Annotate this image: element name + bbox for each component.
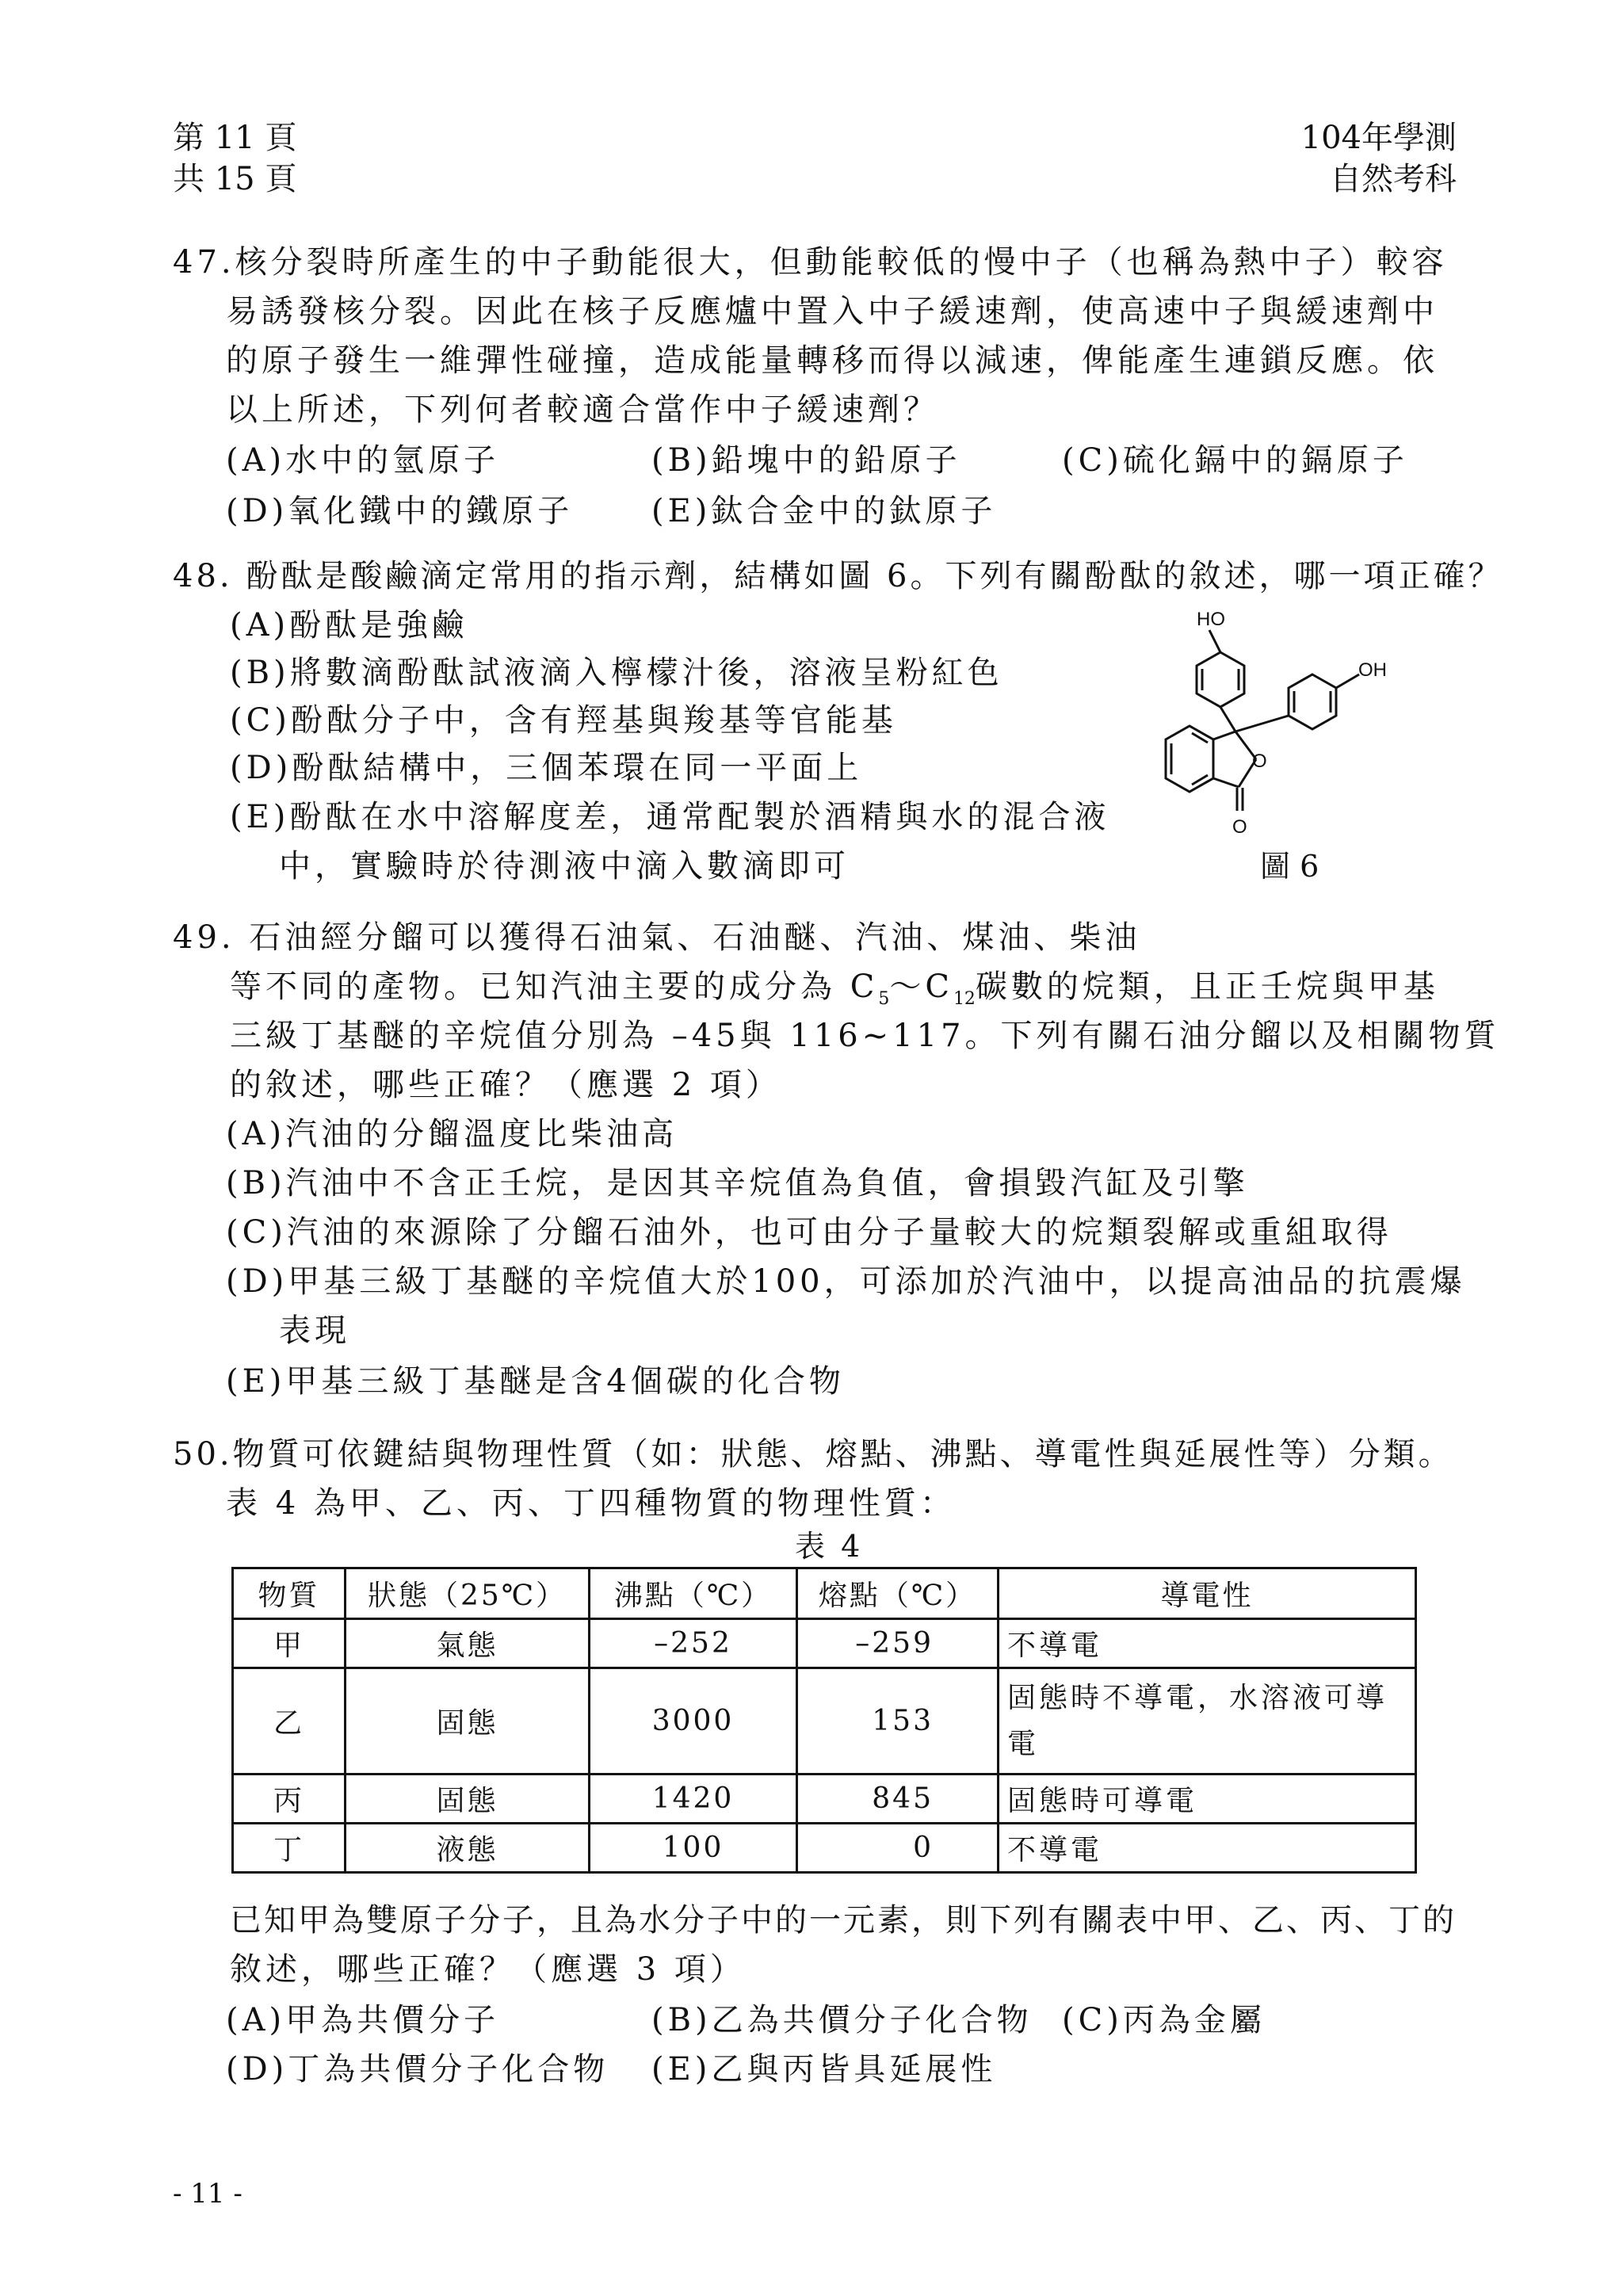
q48-option-e[interactable]: (E)酚酞在水中溶解度差，通常配製於酒精與水的混合液 <box>230 799 1110 835</box>
q50-option-a[interactable]: (A)甲為共價分子 <box>226 2002 500 2038</box>
table-cell: 0 <box>797 1824 999 1873</box>
q50-stem-line: 表 4 為甲、乙、丙、丁四種物質的物理性質： <box>226 1485 956 1522</box>
column-header: 導電性 <box>999 1568 1416 1619</box>
table-cell: 固態時可導電 <box>999 1775 1416 1824</box>
q48-option-d[interactable]: (D)酚酞結構中，三個苯環在同一平面上 <box>230 750 863 786</box>
table-cell: 固態 <box>346 1668 590 1775</box>
column-header: 熔點（℃） <box>797 1568 999 1619</box>
column-header: 沸點（℃） <box>590 1568 797 1619</box>
column-header: 物質 <box>233 1568 346 1619</box>
q47-option-c[interactable]: (C)硫化鎘中的鎘原子 <box>1062 442 1408 479</box>
q49-option-a[interactable]: (A)汽油的分餾溫度比柴油高 <box>226 1116 678 1152</box>
q50-stem-line: 敘述，哪些正確？（應選 3 項） <box>230 1951 746 1988</box>
table-cell: 乙 <box>233 1668 346 1775</box>
page-total: 共 15 頁 <box>173 161 297 197</box>
subject-name: 自然考科 <box>1330 161 1457 197</box>
q48-option-c[interactable]: (C)酚酞分子中，含有羥基與羧基等官能基 <box>230 702 897 739</box>
table-row <box>233 1619 1416 1668</box>
table-cell: 丁 <box>233 1824 346 1873</box>
figure-6-caption: 圖 6 <box>1260 849 1319 884</box>
q49-option-b[interactable]: (B)汽油中不含正壬烷，是因其辛烷值為負值，會損毀汽缸及引擎 <box>226 1165 1249 1201</box>
ho-label: HO <box>1197 609 1225 630</box>
q47-option-d[interactable]: (D)氧化鐵中的鐵原子 <box>226 493 574 529</box>
q47-option-e[interactable]: (E)鈦合金中的鈦原子 <box>651 493 997 529</box>
oh-label: OH <box>1358 659 1387 681</box>
column-header: 狀態（25℃） <box>346 1568 590 1619</box>
q49-stem-line: 的敘述，哪些正確？（應選 2 項） <box>230 1067 781 1103</box>
table-row <box>233 1824 1416 1873</box>
q47-option-a[interactable]: (A)水中的氫原子 <box>226 442 500 479</box>
table-cell: –252 <box>590 1619 797 1668</box>
q47-stem-line: 以上所述，下列何者較適合當作中子緩速劑？ <box>226 392 939 428</box>
table-cell: 丙 <box>233 1775 346 1824</box>
q50-option-d[interactable]: (D)丁為共價分子化合物 <box>226 2051 609 2088</box>
ring-oxygen-label: O <box>1252 751 1267 772</box>
q50-option-b[interactable]: (B)乙為共價分子化合物 <box>651 2002 1033 2038</box>
q49-option-c[interactable]: (C)汽油的來源除了分餾石油外，也可由分子量較大的烷類裂解或重組取得 <box>226 1214 1392 1251</box>
table-cell: 固態時不導電，水溶液可導電 <box>999 1668 1416 1775</box>
q47-stem-line: 的原子發生一維彈性碰撞，造成能量轉移而得以減速，俾能產生連鎖反應。依 <box>226 342 1438 379</box>
carbonyl-oxygen-label: O <box>1232 816 1247 838</box>
q48-stem: 48. 酚酞是酸鹼滴定常用的指示劑，結構如圖 6。下列有關酚酞的敘述，哪一項正確？ <box>173 558 1503 594</box>
table-cell: 1420 <box>590 1775 797 1824</box>
properties-table <box>231 1567 1417 1874</box>
q50-stem-line: 50.物質可依鍵結與物理性質（如：狀態、熔點、沸點、導電性與延展性等）分類。 <box>173 1436 1453 1473</box>
q49-option-d-cont: 表現 <box>279 1312 350 1349</box>
page-footer-number: - 11 - <box>173 2178 242 2210</box>
q49-option-e[interactable]: (E)甲基三級丁基醚是含4個碳的化合物 <box>226 1363 845 1400</box>
q49-stem-line: 等不同的產物。已知汽油主要的成分為 $C_5\sim C_{12}$碳數的烷類，且正壬烷與甲基 <box>230 968 1439 1009</box>
q49-option-d[interactable]: (D)甲基三級丁基醚的辛烷值大於100，可添加於汽油中，以提高油品的抗震爆 <box>226 1263 1466 1300</box>
table-cell: 3000 <box>590 1668 797 1775</box>
phenolphthalein-structure-figure <box>1157 606 1419 844</box>
q48-option-a[interactable]: (A)酚酞是強鹼 <box>230 607 468 644</box>
table-header-row <box>233 1568 1416 1619</box>
q49-stem-line: 49. 石油經分餾可以獲得石油氣、石油醚、汽油、煤油、柴油 <box>173 919 1141 956</box>
table-cell: 氣態 <box>346 1619 590 1668</box>
q50-option-e[interactable]: (E)乙與丙皆具延展性 <box>651 2051 997 2088</box>
exam-name: 104年學測 <box>1300 120 1457 156</box>
q47-option-b[interactable]: (B)鉛塊中的鉛原子 <box>651 442 961 479</box>
q47-stem-line: 47.核分裂時所產生的中子動能很大，但動能較低的慢中子（也稱為熱中子）較容 <box>173 244 1448 281</box>
table-cell: 甲 <box>233 1619 346 1668</box>
table-row <box>233 1775 1416 1824</box>
q50-stem-line: 已知甲為雙原子分子，且為水分子中的一元素，則下列有關表中甲、乙、丙、丁的 <box>230 1902 1457 1939</box>
table-4-caption: 表 4 <box>795 1529 864 1564</box>
q47-stem-line: 易誘發核分裂。因此在核子反應爐中置入中子緩速劑，使高速中子與緩速劑中 <box>226 293 1438 330</box>
table-cell: 153 <box>797 1668 999 1775</box>
table-cell: 不導電 <box>999 1824 1416 1873</box>
q49-stem-line: 三級丁基醚的辛烷值分別為 –45與 116~117。下列有關石油分餾以及相關物質 <box>230 1018 1500 1054</box>
page-number: 第 11 頁 <box>173 120 297 156</box>
table-cell: 固態 <box>346 1775 590 1824</box>
table-cell: 不導電 <box>999 1619 1416 1668</box>
q48-option-b[interactable]: (B)將數滴酚酞試液滴入檸檬汁後，溶液呈粉紅色 <box>230 655 1003 691</box>
table-cell: –259 <box>797 1619 999 1668</box>
table-cell: 845 <box>797 1775 999 1824</box>
q48-option-e-cont: 中，實驗時於待測液中滴入數滴即可 <box>279 848 850 884</box>
q50-option-c[interactable]: (C)丙為金屬 <box>1062 2002 1266 2038</box>
table-cell: 液態 <box>346 1824 590 1873</box>
table-cell: 100 <box>590 1824 797 1873</box>
table-row <box>233 1668 1416 1775</box>
